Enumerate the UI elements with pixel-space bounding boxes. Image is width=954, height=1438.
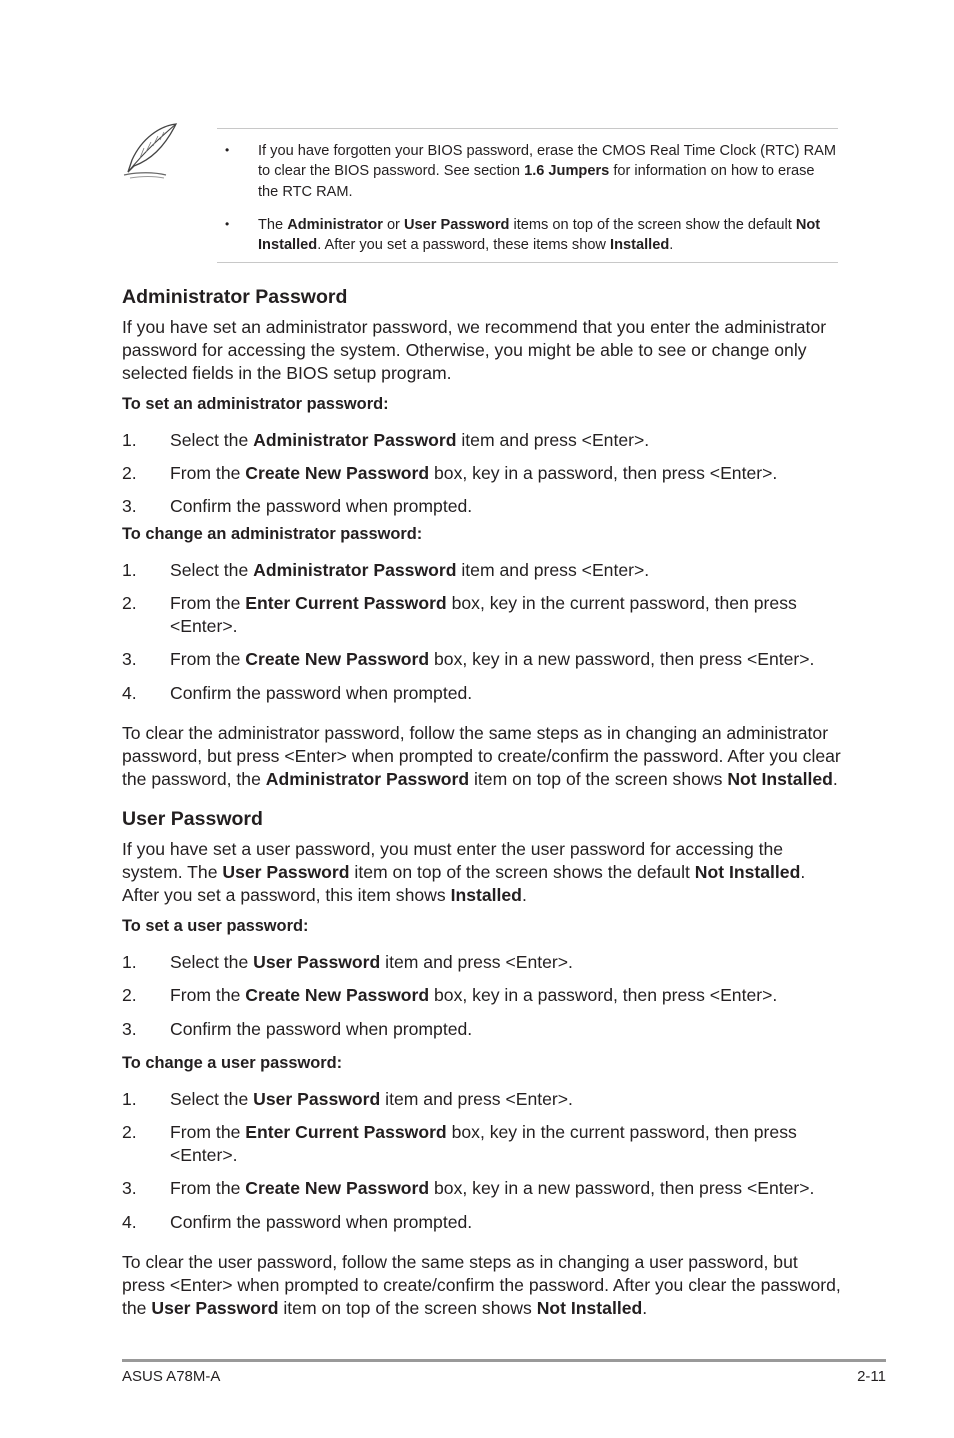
bullet: • bbox=[225, 217, 230, 231]
intro-bold: User Password bbox=[222, 862, 350, 883]
step-bold: User Password bbox=[253, 952, 381, 972]
note-bold: Installed bbox=[610, 237, 670, 254]
step-text: box, key in a new password, then press <Enter>. bbox=[429, 1178, 815, 1198]
note-text: The bbox=[258, 217, 288, 233]
step-bold: Administrator Password bbox=[253, 560, 457, 580]
footer-product-name: ASUS A78M-A bbox=[122, 1368, 221, 1385]
footer-rule bbox=[122, 1359, 886, 1362]
step-text: box, key in a password, then press <Enter>. bbox=[429, 985, 778, 1005]
step-bold: Create New Password bbox=[245, 1178, 430, 1198]
step-text: item and press <Enter>. bbox=[456, 430, 650, 450]
step-bold: Enter Current Password bbox=[245, 593, 447, 613]
intro-text: . bbox=[521, 885, 527, 906]
clear-text: To clear the administrator password, follow the same steps as in changing an administrator password, but press <Enter> when prompted to create/confirm the password. After you clear the password, the bbox=[122, 723, 841, 790]
admin-set-title: To set an administrator password: bbox=[122, 395, 389, 413]
admin-heading: Administrator Password bbox=[122, 286, 348, 308]
step-number: 1. bbox=[122, 560, 137, 580]
clear-bold: Not Installed bbox=[727, 769, 833, 790]
step-text: box, key in a password, then press <Enter>. bbox=[429, 463, 778, 483]
user-clear-text bbox=[122, 1251, 842, 1321]
step-number: 1. bbox=[122, 1089, 137, 1109]
step-text: Confirm the password when prompted. bbox=[170, 496, 473, 516]
step-number: 2. bbox=[122, 1122, 137, 1142]
step-text: From the bbox=[170, 985, 246, 1005]
step-text: From the bbox=[170, 463, 246, 483]
step-number: 3. bbox=[122, 1178, 137, 1198]
user-change-title: To change a user password: bbox=[122, 1054, 343, 1072]
note-text: If you have forgotten your BIOS password, erase the CMOS Real Time Clock (RTC) RAM to clear the BIOS password. See section bbox=[258, 143, 837, 180]
step-text: box, key in the current password, then press <Enter>. bbox=[170, 593, 797, 637]
step-number: 3. bbox=[122, 1019, 137, 1039]
step-text: item and press <Enter>. bbox=[380, 1089, 573, 1109]
step-text: Confirm the password when prompted. bbox=[170, 683, 473, 703]
user-intro bbox=[122, 838, 842, 908]
note-text: for information on how to erase the RTC RAM. bbox=[258, 163, 815, 200]
intro-text: . After you set a password, this item shows bbox=[122, 862, 806, 906]
clear-text: To clear the user password, follow the same steps as in changing a user password, but press <Enter> when prompted to create/confirm the password. After you clear the password, the bbox=[122, 1252, 841, 1319]
step-number: 2. bbox=[122, 985, 137, 1005]
step-text: item and press <Enter>. bbox=[456, 560, 650, 580]
clear-bold: Administrator Password bbox=[265, 769, 470, 790]
user-set-title: To set a user password: bbox=[122, 917, 309, 935]
intro-bold: Not Installed bbox=[694, 862, 801, 883]
note-bold: Not Installed bbox=[258, 217, 821, 254]
clear-text: item on top of the screen shows bbox=[278, 1298, 537, 1319]
note-text: or bbox=[382, 217, 404, 233]
feather-pen-icon bbox=[120, 120, 182, 180]
step-text: Confirm the password when prompted. bbox=[170, 1212, 473, 1232]
step-text: Select the bbox=[170, 560, 254, 580]
step-text: From the bbox=[170, 649, 246, 669]
step-number: 4. bbox=[122, 1212, 137, 1232]
step-number: 2. bbox=[122, 463, 137, 483]
step-number: 1. bbox=[122, 952, 137, 972]
clear-text: . bbox=[642, 1298, 648, 1319]
admin-clear-text bbox=[122, 722, 842, 792]
step-number: 3. bbox=[122, 496, 137, 516]
step-number: 4. bbox=[122, 683, 137, 703]
note-text: items on top of the screen show the default bbox=[509, 217, 796, 233]
step-number: 2. bbox=[122, 593, 137, 613]
step-bold: Administrator Password bbox=[253, 430, 457, 450]
clear-text: item on top of the screen shows bbox=[469, 769, 728, 790]
step-text: From the bbox=[170, 1178, 246, 1198]
note-bold: User Password bbox=[403, 217, 510, 233]
intro-text: If you have set a user password, you must enter the user password for accessing the system. The bbox=[122, 839, 784, 883]
clear-bold: Not Installed bbox=[536, 1298, 643, 1319]
step-bold: User Password bbox=[253, 1089, 381, 1109]
step-bold: Enter Current Password bbox=[245, 1122, 447, 1142]
step-text: Select the bbox=[170, 1089, 254, 1109]
note-bold: Administrator bbox=[287, 217, 383, 233]
step-text: From the bbox=[170, 593, 246, 613]
footer-page-number: 2-11 bbox=[857, 1368, 886, 1385]
step-bold: Create New Password bbox=[245, 985, 430, 1005]
clear-bold: User Password bbox=[151, 1298, 279, 1319]
admin-intro: If you have set an administrator password, we recommend that you enter the administrator password for accessing the system. Otherwise, you might be able to see or change only selected fields in the BIOS setup program. bbox=[122, 317, 827, 384]
intro-bold: Installed bbox=[450, 885, 522, 906]
step-number: 3. bbox=[122, 649, 137, 669]
step-bold: Create New Password bbox=[245, 649, 430, 669]
note-text: . bbox=[669, 237, 674, 254]
user-heading: User Password bbox=[122, 808, 263, 830]
step-bold: Create New Password bbox=[245, 463, 430, 483]
note-box bbox=[217, 128, 838, 263]
step-text: Select the bbox=[170, 952, 254, 972]
admin-change-title: To change an administrator password: bbox=[122, 525, 423, 543]
step-text: item and press <Enter>. bbox=[380, 952, 573, 972]
step-text: box, key in a new password, then press <Enter>. bbox=[429, 649, 815, 669]
bullet: • bbox=[225, 143, 230, 157]
intro-text: item on top of the screen shows the default bbox=[349, 862, 695, 883]
note-text: . After you set a password, these items show bbox=[317, 237, 611, 254]
step-text: box, key in the current password, then press <Enter>. bbox=[170, 1122, 797, 1166]
step-text: Confirm the password when prompted. bbox=[170, 1019, 473, 1039]
step-text: Select the bbox=[170, 430, 254, 450]
note-bold: 1.6 Jumpers bbox=[524, 163, 610, 180]
step-text: From the bbox=[170, 1122, 246, 1142]
step-number: 1. bbox=[122, 430, 137, 450]
clear-text: . bbox=[832, 769, 838, 790]
